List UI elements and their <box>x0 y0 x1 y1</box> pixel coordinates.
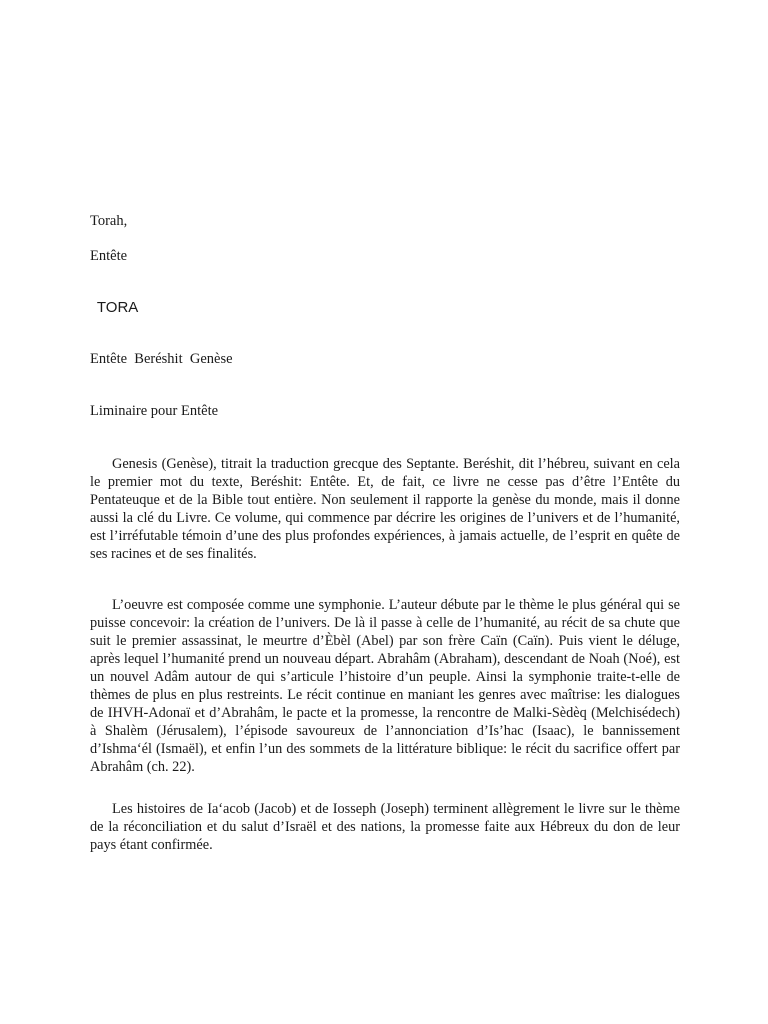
paragraph-jacob-joseph: Les histoires de Ia‘acob (Jacob) et de Iosseph (Joseph) terminent allègrement le livre sur le thème de la réconciliation et du salut d’Israël et des nations, la promesse faite aux Hébreux du don de leur pays étant confirmée. <box>90 801 680 853</box>
document-title: TORA <box>93 299 139 316</box>
header-line-torah: Torah, <box>90 213 128 229</box>
section-heading: Liminaire pour Entête <box>90 403 219 419</box>
paragraph-genesis: Genesis (Genèse), titrait la traduction grecque des Septante. Beréshit, dit l’hébreu, suivant en cela le premier mot du texte, Beréshit: Entête. Et, de fait, ce livre ne cesse pas d’être l’Entête du Pentateuque et de la Bible tout entière. Non seulement il rapporte la genèse du monde, mais il donne aussi la clé du Livre. Ce volume, qui commence par décrire les origines de l’univers et de l’humanité, est l’irréfutable témoin d’une des plus profondes expériences, à jamais actuelle, de l’esprit en quête de ses racines et de ses finalités. <box>90 456 680 562</box>
document-subtitle: Entête Beréshit Genèse <box>90 351 233 367</box>
header-line-entete: Entête <box>90 248 128 264</box>
paragraph-symphony: L’oeuvre est composée comme une symphonie. L’auteur débute par le thème le plus général qui se puisse concevoir: la création de l’univers. De là il passe à celle de l’humanité, au récit de sa chute que suit le premier assassinat, le meurtre d’Èbèl (Abel) par son frère Caïn (Caïn). Puis vient le déluge, après lequel l’humanité prend un nouveau départ. Abrahâm (Abraham), descendant de Noah (Noé), est un nouvel Adâm autour de qui s’articule l’histoire d’un peuple. Ainsi la symphonie traite-t-elle de thèmes de plus en plus restreints. Le récit continue en maniant les genres avec maîtrise: les dialogues de IHVH-Adonaï et d’Abrahâm, le pacte et la promesse, la rencontre de Malki-Sèdèq (Melchisédech) à Shalèm (Jérusalem), l’épisode savoureux de l’annonciation d’Is’hac (Isaac), le bannissement d’Ishma‘él (Ismaël), et enfin l’un des sommets de la littérature biblique: le récit du sacrifice offert par Abrahâm (ch. 22). <box>90 597 680 775</box>
